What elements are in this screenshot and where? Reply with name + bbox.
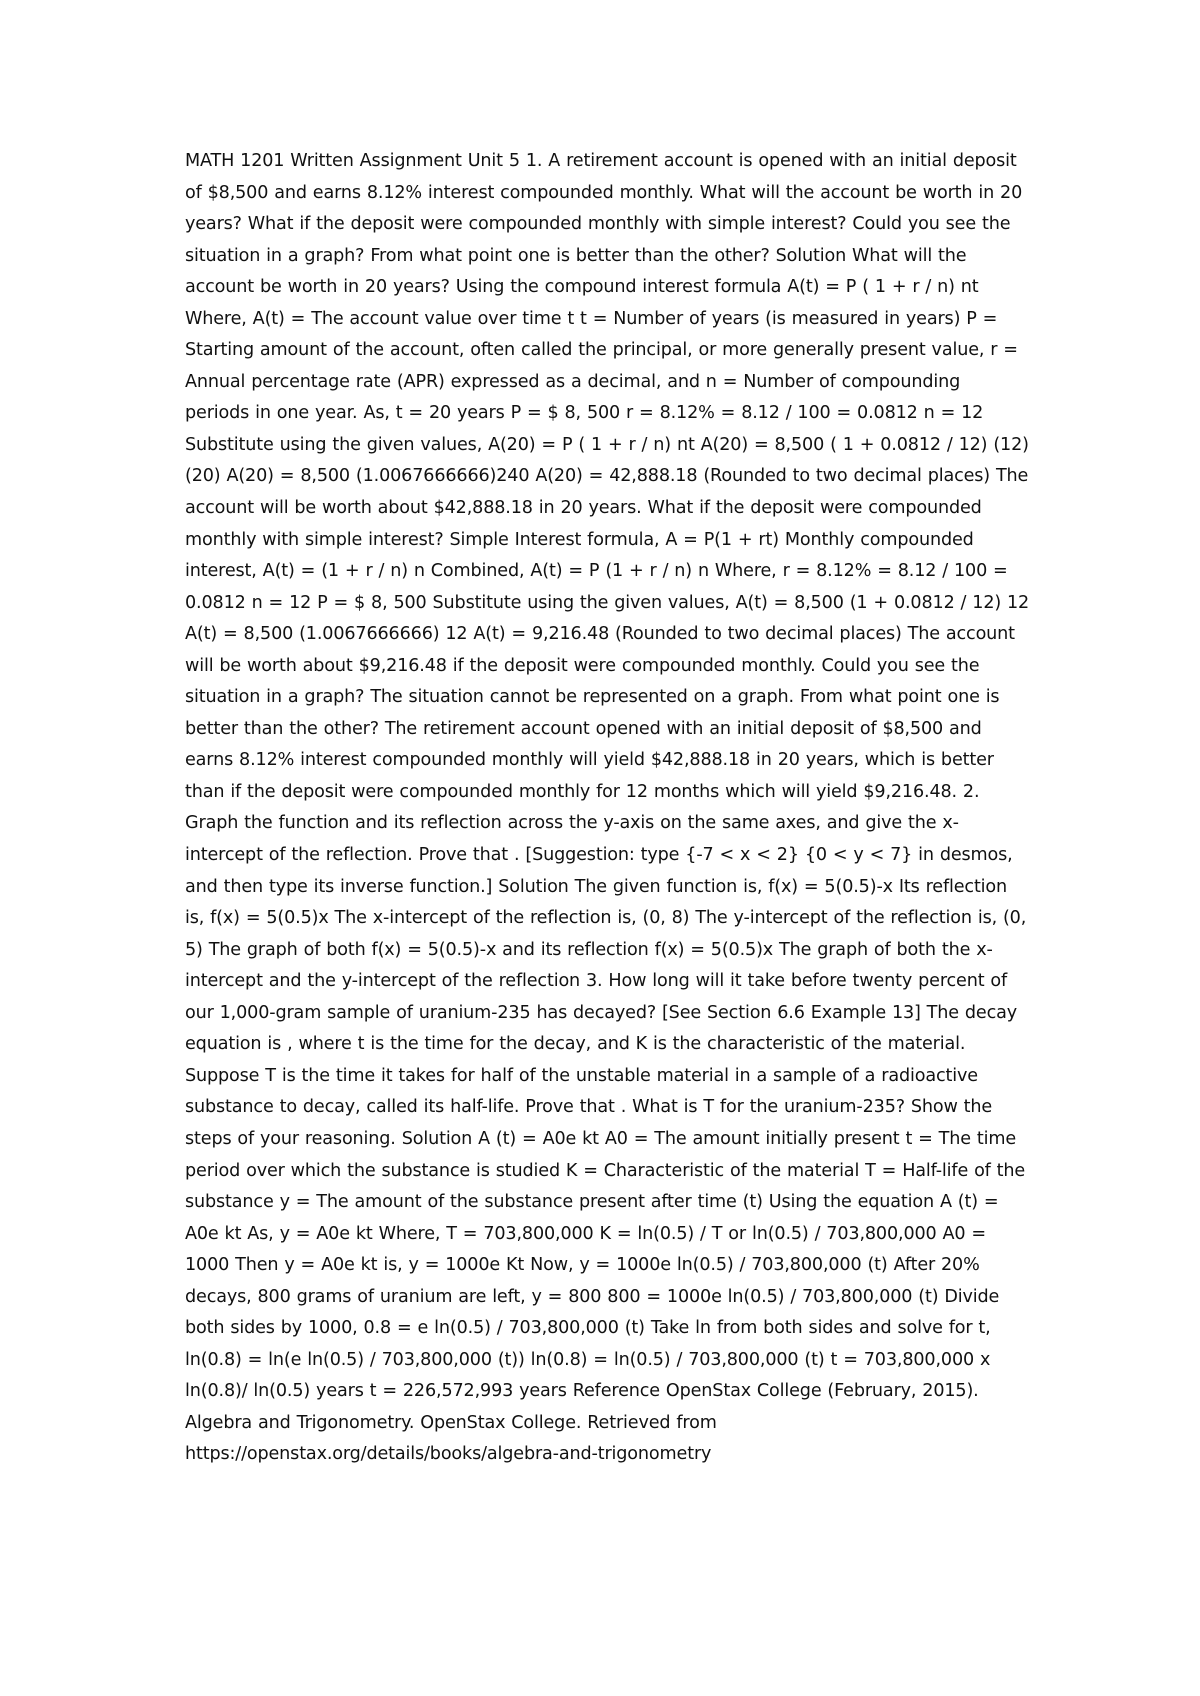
document-body-text: MATH 1201 Written Assignment Unit 5 1. A retirement account is opened with an initial deposit of $8,500 and earns 8.12% interest compounded monthly. What will the account be worth in 20 years? What if the deposit were compounded monthly with simple interest? Could you see the situation in a graph? From what point one is better than the other? Solution What will the account be worth in 20 years? Using the compound interest formula A(t) = P ( 1 + r / n) nt Where, A(t) = The account value over time t t = Number of years (is measured in years) P = Starting amount of the account, often called the principal, or more generally present value, r = Annual percentage rate (APR) expressed as a decimal, and n = Number of compounding periods in one year. As, t = 20 years P = $ 8, 500 r = 8.12% = 8.12 / 100 = 0.0812 n = 12 Substitute using the given values, A(20) = P ( 1 + r / n) nt A(20) = 8,500 ( 1 + 0.0812 / 12) (12) (20) A(20) = 8,500 (1.0067666666)240 A(20) = 42,888.18 (Rounded to two decimal places) The account will be worth about $42,888.18 in 20 years. What if the deposit were compounded monthly with simple interest? Simple Interest formula, A = P(1 + rt) Monthly compounded interest, A(t) = (1 + r / n) n Combined, A(t) = P (1 + r / n) n Where, r = 8.12% = 8.12 / 100 = 0.0812 n = 12 P = $ 8, 500 Substitute using the given values, A(t) = 8,500 (1 + 0.0812 / 12) 12 A(t) = 8,500 (1.0067666666) 12 A(t) = 9,216.48 (Rounded to two decimal places) The account will be worth about $9,216.48 if the deposit were compounded monthly. Could you see the situation in a graph? The situation cannot be represented on a graph. From what point one is better than the other? The retirement account opened with an initial deposit of $8,500 and earns 8.12% interest compounded monthly will yield $42,888.18 in 20 years, which is better than if the deposit were compounded monthly for 12 months which will yield $9,216.48. 2. Graph the function and its reflection across the y-axis on the same axes, and give the x-intercept of the reflection. Prove that . [Suggestion: type {-7 < x < 2} {0 < y < 7} in desmos, and then type its inverse function.] Solution The given function is, f(x) = 5(0.5)-x Its reflection is, f(x) = 5(0.5)x The x-intercept of the reflection is, (0, 8) The y-intercept of the reflection is, (0, 5) The graph of both f(x) = 5(0.5)-x and its reflection f(x) = 5(0.5)x The graph of both the x-intercept and the y-intercept of the reflection 3. How long will it take before twenty percent of our 1,000-gram sample of uranium-235 has decayed? [See Section 6.6 Example 13] The decay equation is , where t is the time for the decay, and K is the characteristic of the material. Suppose T is the time it takes for half of the unstable material in a sample of a radioactive substance to decay, called its half-life. Prove that . What is T for the uranium-235? Show the steps of your reasoning. Solution A (t) = A0e kt A0 = The amount initially present t = The time period over which the substance is studied K = Characteristic of the material T = Half-life of the substance y = The amount of the substance present after time (t) Using the equation A (t) = A0e kt As, y = A0e kt Where, T = 703,800,000 K = ln(0.5) / T or ln(0.5) / 703,800,000 A0 = 1000 Then y = A0e kt is, y = 1000e Kt Now, y = 1000e ln(0.5) / 703,800,000 (t) After 20% decays, 800 grams of uranium are left, y = 800 800 = 1000e ln(0.5) / 703,800,000 (t) Divide both sides by 1000, 0.8 = e ln(0.5) / 703,800,000 (t) Take ln from both sides and solve for t, ln(0.8) = ln(e ln(0.5) / 703,800,000 (t)) ln(0.8) = ln(0.5) / 703,800,000 (t) t = 703,800,000 x ln(0.8)/ ln(0.5) years t = 226,572,993 years Reference OpenStax College (February, 2015). Algebra and Trigonometry. OpenStax College. Retrieved from https://openstax.org/details/books/algebra-and-trigonometry — [185, 151, 1030, 1465]
